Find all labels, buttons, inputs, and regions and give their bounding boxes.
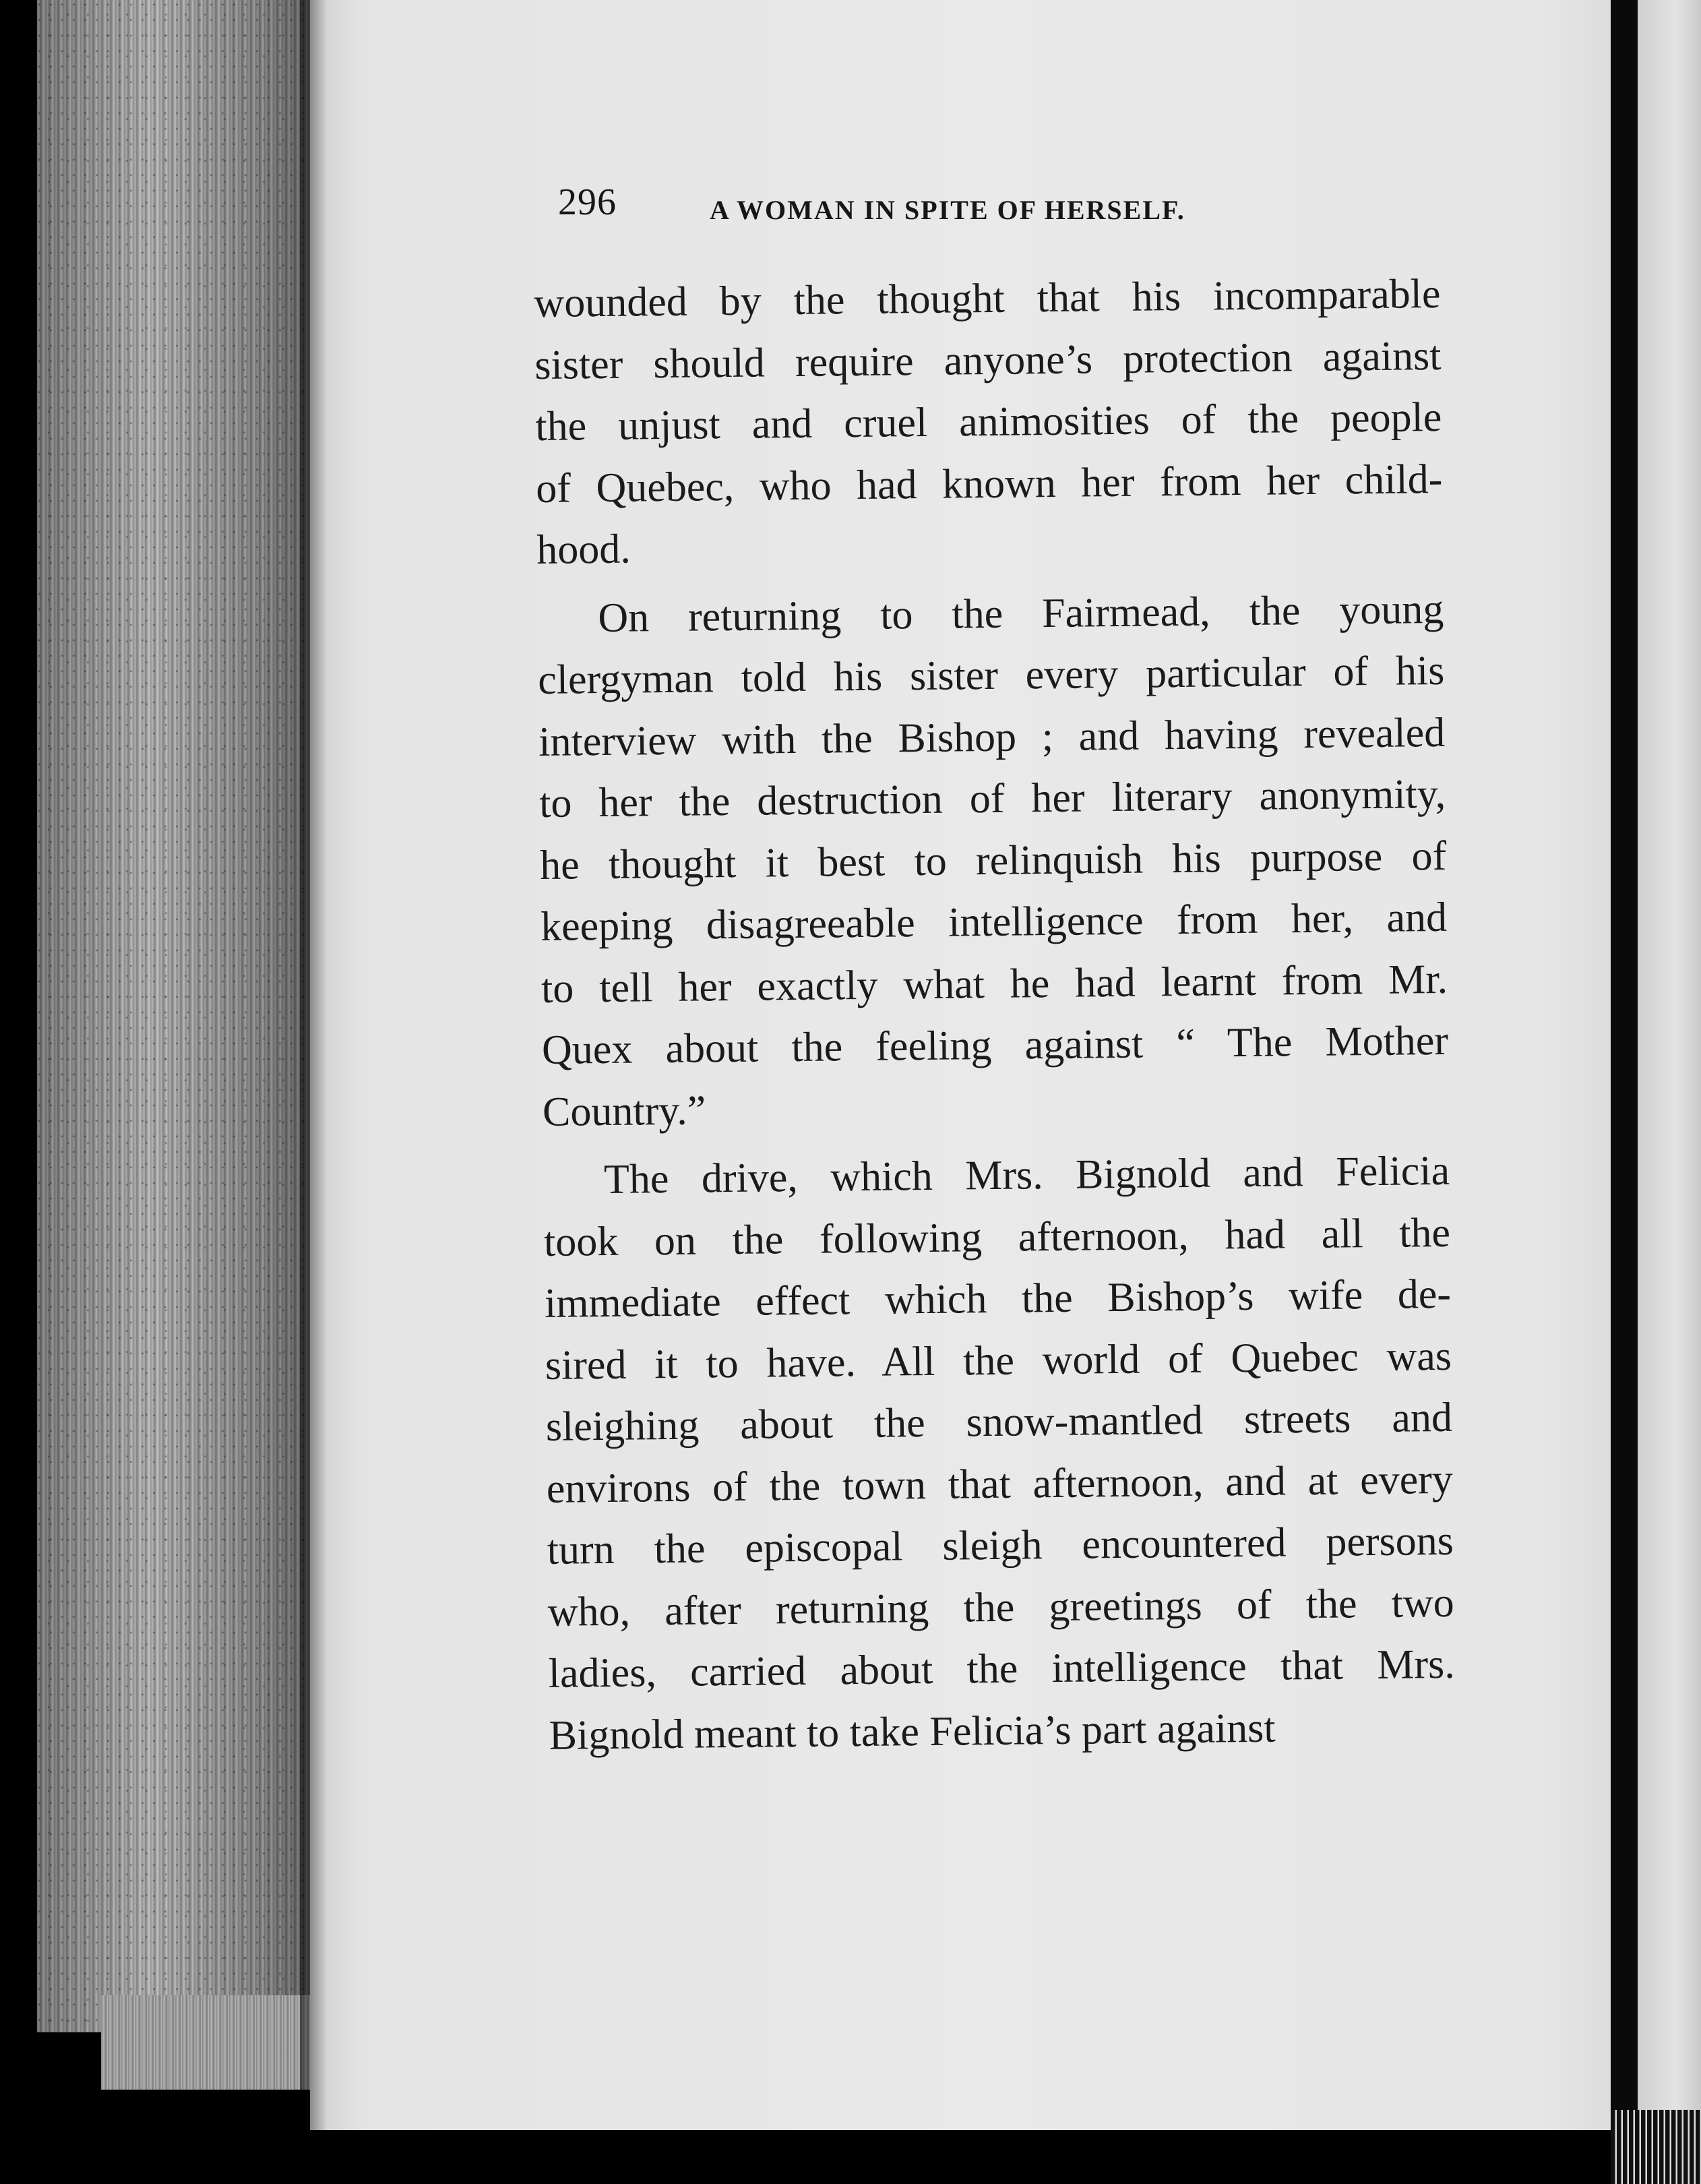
text-line: On returning to the Fairmead, the young (598, 586, 1444, 641)
text-line: sister should require anyone’s protection against (534, 332, 1442, 388)
text-line: sired it to have. All the world of Quebec was (545, 1333, 1452, 1389)
page-number: 296 (558, 181, 617, 223)
text-line: interview with the Bishop ; and having revealed (538, 709, 1446, 765)
text-line: the unjust and cruel animosities of the people (535, 394, 1442, 450)
text-line: hood. (536, 526, 631, 573)
running-head: A WOMAN IN SPITE OF HERSELF. (710, 195, 1185, 225)
page-edges-bottom (101, 1995, 323, 2090)
text-line: Quex about the feeling against “ The Mother (541, 1017, 1449, 1073)
facing-page-edges-bottom (1611, 2110, 1701, 2184)
text-line: immediate effect which the Bishop’s wife de- (544, 1271, 1452, 1327)
text-line: took on the following afternoon, had all the (543, 1209, 1451, 1265)
text-line: keeping disagreeable intelligence from her, and (540, 894, 1448, 950)
text-line: clergyman told his sister every particular of his (537, 647, 1445, 703)
text-line: to her the destruction of her literary anonymity, (538, 770, 1446, 826)
text-line: turn the episcopal sleigh encountered persons (547, 1517, 1454, 1573)
page-edges-stack (37, 0, 320, 2032)
text-line: environs of the town that afternoon, and at every (546, 1456, 1454, 1512)
paragraph (537, 578, 1450, 1143)
text-line: wounded by the thought that his incomparable (534, 270, 1441, 326)
text-line: of Quebec, who had known her from her child- (535, 456, 1443, 512)
text-line: ladies, carried about the intelligence that Mrs. (548, 1641, 1456, 1697)
paragraph (534, 264, 1444, 582)
text-line: Country.” (542, 1087, 706, 1135)
text-line: he thought it best to relinquish his purpose of (539, 832, 1447, 888)
body-text (534, 264, 1456, 1767)
paragraph (543, 1141, 1456, 1767)
text-line: sleighing about the snow-mantled streets and (545, 1394, 1453, 1450)
text-line: who, after returning the greetings of the two (547, 1579, 1455, 1635)
page-header (558, 181, 1313, 235)
right-gutter (1611, 0, 1638, 2110)
page-gutter-shadow (300, 0, 327, 2137)
text-line: The drive, which Mrs. Bignold and Felicia (603, 1147, 1450, 1203)
facing-page-edge (1638, 0, 1701, 2184)
text-line: to tell her exactly what he had learnt from Mr. (540, 956, 1448, 1012)
text-line: Bignold meant to take Felicia’s part against (549, 1705, 1276, 1759)
